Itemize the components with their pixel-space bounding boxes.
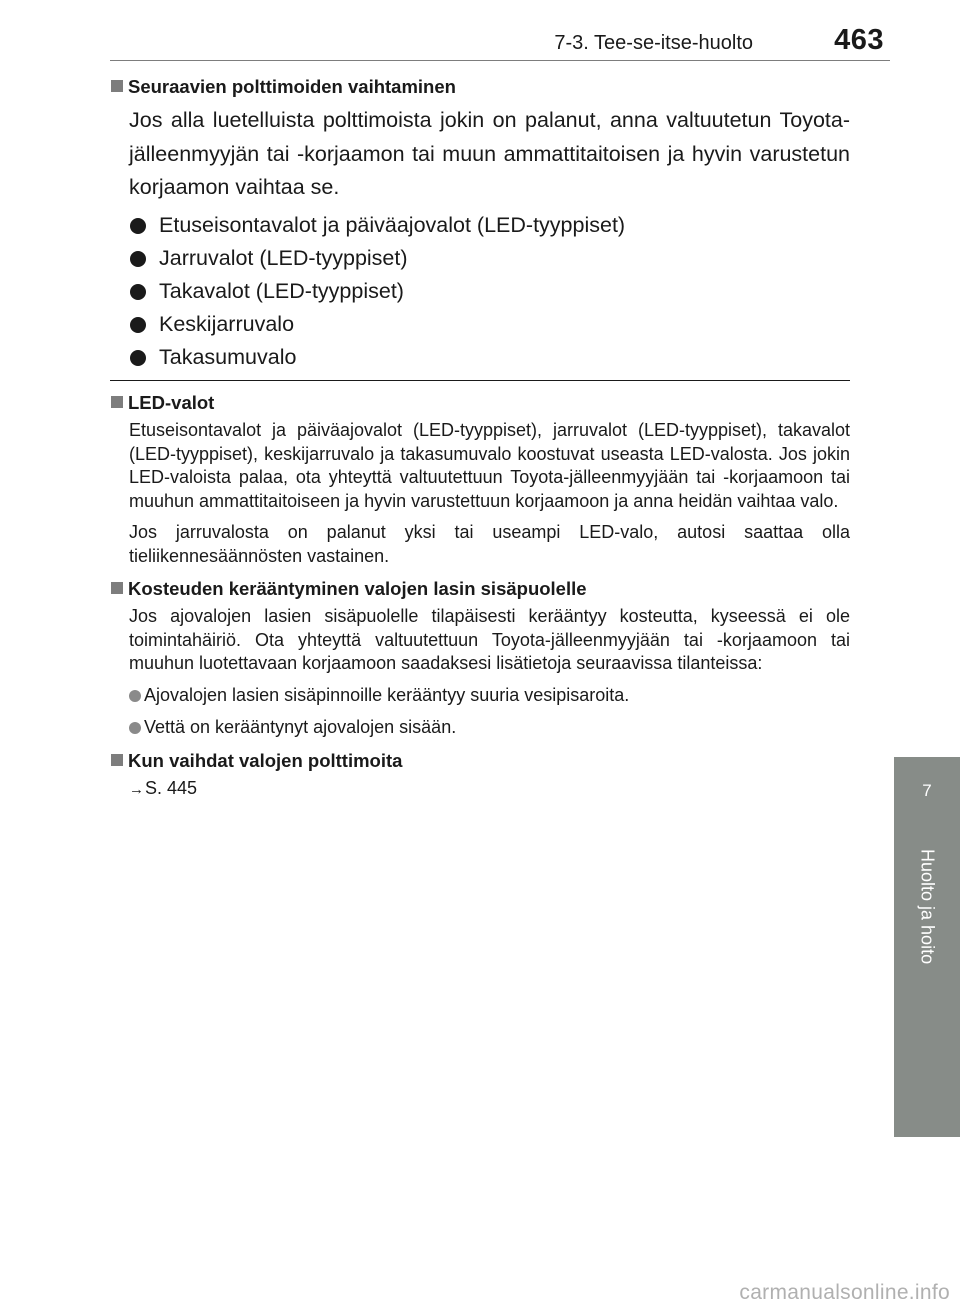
list-item-text: Ajovalojen lasien sisäpinnoille kerääntyy suuria vesipisaroita.	[144, 684, 630, 705]
chapter-tab	[894, 757, 960, 837]
list-item-text: Vettä on kerääntynyt ajovalojen sisään.	[144, 716, 457, 737]
list-item	[129, 341, 850, 374]
list-item-text: Jarruvalot (LED-tyyppiset)	[159, 245, 408, 270]
bullet-dot-icon	[130, 251, 146, 267]
list-item	[129, 716, 850, 739]
chapter-number: 7	[922, 781, 932, 800]
watermark: carmanualsonline.info	[739, 1281, 950, 1304]
chapter-label: Huolto ja hoito	[917, 849, 938, 965]
led-paragraph: Etuseisontavalot ja päiväajovalot (LED-tyyppiset), jarruvalot (LED-tyyppiset), takavalot (LED-tyyppiset), keskijarruvalo ja takasumuvalo koostuvat useasta LED-valosta. Jos jokin LED-valoista palaa, ota yhteyttä valtuutettuun Toyota-jälleenmyyjään tai -korjaamoon tai muuhun ammattitaitoiseen ja hyvin varustettuun korjaamoon ja anna heidän vaihtaa valo.	[129, 420, 850, 511]
section-title: 7-3. Tee-se-itse-huolto	[554, 32, 753, 54]
replace-title: Kun vaihdat valojen polttimoita	[128, 749, 403, 771]
bullet-dot-icon	[130, 317, 146, 333]
moisture-list	[129, 684, 850, 739]
replace-heading	[110, 748, 850, 774]
list-item	[129, 209, 850, 242]
moisture-title: Kosteuden kerääntyminen valojen lasin sisäpuolelle	[128, 578, 587, 599]
bullet-dot-icon	[129, 690, 141, 702]
list-item-text: Keskijarruvalo	[159, 311, 295, 336]
notes-section	[110, 390, 850, 801]
header-rule	[110, 60, 890, 61]
moisture-paragraph: Jos ajovalojen lasien sisäpuolelle tilapäisesti kerääntyy kosteutta, kyseessä ei ole toimintahäiriö. Ota yhteyttä valtuutettuun Toyota-jälleenmyyjään tai -korjaamoon tai muuhun luotettavaan korjaamoon saadaksesi lisätietoja seuraavissa tilanteissa:	[129, 606, 850, 673]
chapter-label-tab	[894, 837, 960, 1137]
bullet-dot-icon	[130, 218, 146, 234]
list-item	[129, 275, 850, 308]
section-divider	[110, 380, 850, 381]
bullet-dot-icon	[129, 722, 141, 734]
main-content	[110, 74, 850, 374]
square-bullet-icon	[111, 80, 123, 92]
page-reference[interactable]	[129, 777, 850, 801]
main-section-title: Seuraavien polttimoiden vaihtaminen	[128, 76, 456, 97]
page-reference-text: S. 445	[145, 777, 198, 798]
led-heading	[110, 390, 850, 416]
square-bullet-icon	[111, 396, 123, 408]
bullet-dot-icon	[130, 284, 146, 300]
bullet-dot-icon	[130, 350, 146, 366]
list-item	[129, 242, 850, 275]
page-header	[110, 20, 890, 60]
list-item	[129, 308, 850, 341]
list-item-text: Takavalot (LED-tyyppiset)	[159, 278, 404, 303]
page-number: 463	[834, 24, 884, 56]
square-bullet-icon	[111, 754, 123, 766]
bulb-list	[129, 209, 850, 374]
list-item-text: Takasumuvalo	[159, 344, 297, 369]
led-title: LED-valot	[128, 392, 215, 413]
list-item	[129, 684, 850, 707]
led-paragraph: Jos jarruvalosta on palanut yksi tai useampi LED-valo, autosi saattaa olla tieliikennesäännösten vastainen.	[129, 522, 850, 566]
square-bullet-icon	[111, 582, 123, 594]
moisture-heading	[110, 576, 850, 602]
main-section-heading	[110, 74, 850, 100]
arrow-right-icon: →	[129, 780, 144, 798]
main-paragraph: Jos alla luetelluista polttimoista jokin on palanut, anna valtuutetun Toyota-jälleenmyyjän tai -korjaamon tai muun ammattitaitoisen ja hyvin varustetun korjaamon vaihtaa se.	[129, 108, 850, 199]
list-item-text: Etuseisontavalot ja päiväajovalot (LED-tyyppiset)	[159, 212, 626, 237]
